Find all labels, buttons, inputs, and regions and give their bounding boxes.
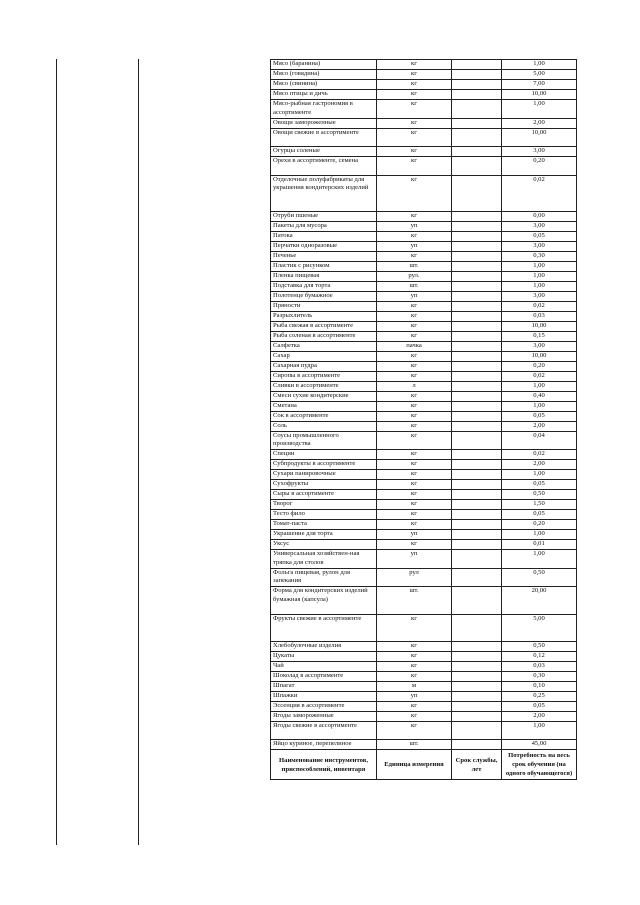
table-row [271,540,577,550]
item-service-life [452,221,502,231]
item-name: Сахарная пудра [271,361,377,371]
item-quantity: 5,00 [502,614,577,641]
table-row [271,261,577,271]
item-quantity: 0,03 [502,661,577,671]
table-row [271,147,577,157]
item-quantity: 3,00 [502,147,577,157]
item-name: Мясо (говядина) [271,70,377,80]
item-service-life [452,241,502,251]
item-quantity: 1,00 [502,100,577,119]
table-row [271,721,577,740]
item-service-life [452,361,502,371]
item-unit: кг [377,520,452,530]
item-quantity: 3,00 [502,341,577,351]
item-name: Сыры в ассортименте [271,490,377,500]
item-unit: рул [377,568,452,587]
table-row [271,175,577,211]
item-name: Эссенция в ассортименте [271,701,377,711]
table-row [271,460,577,470]
table-row [271,391,577,401]
item-name: Пластик с рисунком [271,261,377,271]
item-unit: кг [377,361,452,371]
table-row [271,450,577,460]
item-service-life [452,175,502,211]
table-row [271,480,577,490]
table-row [271,80,577,90]
item-unit: кг [377,500,452,510]
item-service-life [452,701,502,711]
table-row [271,490,577,500]
item-quantity: 2,00 [502,711,577,721]
item-service-life [452,500,502,510]
item-name: Огурцы соленые [271,147,377,157]
table-row [271,740,577,750]
table-row [271,431,577,450]
item-service-life [452,450,502,460]
item-quantity: 0,02 [502,371,577,381]
item-name: Яйцо куриное, перепелиное [271,740,377,750]
item-quantity: 1,00 [502,721,577,740]
left-margin-line-2 [138,59,139,845]
item-unit: шт. [377,261,452,271]
item-name: Украшение для торта [271,530,377,540]
table-row [271,271,577,281]
item-service-life [452,568,502,587]
item-service-life [452,351,502,361]
item-unit: пачка [377,341,452,351]
item-name: Тесто фило [271,510,377,520]
item-name: Салфетка [271,341,377,351]
item-name: Мясо птицы и дичь [271,90,377,100]
table-row [271,311,577,321]
item-service-life [452,381,502,391]
item-service-life [452,90,502,100]
item-quantity: 0,03 [502,311,577,321]
item-unit: кг [377,480,452,490]
item-service-life [452,520,502,530]
item-quantity: 1,00 [502,271,577,281]
item-unit: рул. [377,271,452,281]
table-row [271,661,577,671]
supplies-table-body [271,60,577,750]
item-name: Сухофрукты [271,480,377,490]
item-quantity: 1,00 [502,530,577,540]
item-quantity: 1,00 [502,550,577,569]
item-service-life [452,271,502,281]
item-name: Шпажки [271,691,377,701]
item-name: Сухари панировочные [271,470,377,480]
item-quantity: 1,00 [502,401,577,411]
item-service-life [452,691,502,701]
item-name: Сиропы в ассортименте [271,371,377,381]
item-quantity: 0,02 [502,450,577,460]
item-quantity: 0,30 [502,671,577,681]
item-service-life [452,711,502,721]
item-quantity: 0,50 [502,641,577,651]
item-quantity: 1,50 [502,500,577,510]
table-row [271,157,577,176]
item-name: Форма для кондитерских изделий бумажная (капсула) [271,587,377,614]
item-quantity: 0,05 [502,411,577,421]
item-service-life [452,157,502,176]
item-service-life [452,301,502,311]
item-name: Фольга пищевая, рулон для запекания [271,568,377,587]
table-header-row [271,750,577,780]
item-unit: кг [377,540,452,550]
table-row [271,411,577,421]
item-quantity: 0,01 [502,540,577,550]
item-unit: кг [377,371,452,381]
item-name: Разрыхлитель [271,311,377,321]
item-name: Сахар [271,351,377,361]
item-unit: кг [377,157,452,176]
item-unit: кг [377,510,452,520]
item-unit: кг [377,614,452,641]
item-unit: кг [377,251,452,261]
item-service-life [452,60,502,70]
item-unit: кг [377,60,452,70]
table-row [271,231,577,241]
item-service-life [452,331,502,341]
item-service-life [452,291,502,301]
header-life: Срок службы, лет [452,750,502,780]
item-name: Творог [271,500,377,510]
item-unit: кг [377,231,452,241]
item-service-life [452,281,502,291]
item-unit: кг [377,90,452,100]
item-service-life [452,321,502,331]
item-unit: кг [377,641,452,651]
item-name: Пленка пищевая [271,271,377,281]
item-unit: кг [377,411,452,421]
item-quantity: 1,00 [502,470,577,480]
item-name: Универсальная хозяйствен-ная тряпка для столов [271,550,377,569]
table-row [271,211,577,221]
item-unit: л [377,381,452,391]
item-service-life [452,411,502,421]
item-service-life [452,460,502,470]
table-row [271,671,577,681]
item-unit: кг [377,128,452,147]
table-row [271,331,577,341]
left-margin-line-1 [56,59,57,845]
item-name: Субпродукты в ассортименте [271,460,377,470]
table-row [271,691,577,701]
item-name: Цукаты [271,651,377,661]
item-unit: кг [377,70,452,80]
item-quantity: 0,20 [502,157,577,176]
item-quantity: 1,00 [502,381,577,391]
item-quantity: 0,20 [502,361,577,371]
item-unit: кг [377,100,452,119]
item-name: Уксус [271,540,377,550]
item-name: Перчатки одноразовые [271,241,377,251]
header-unit: Единица измерения [377,750,452,780]
table-row [271,421,577,431]
table-row [271,520,577,530]
table-row [271,291,577,301]
item-quantity: 0,12 [502,651,577,661]
item-service-life [452,147,502,157]
item-unit: кг [377,351,452,361]
item-name: Сок в ассортименте [271,411,377,421]
table-row [271,681,577,691]
item-unit: уп [377,291,452,301]
table-row [271,321,577,331]
table-row [271,550,577,569]
header-qty: Потребность на весь срок обучения (на одного обучающегося) [502,750,577,780]
item-quantity: 0,50 [502,490,577,500]
item-unit: кг [377,311,452,321]
item-unit: кг [377,301,452,311]
item-name: Томат-паста [271,520,377,530]
item-unit: кг [377,211,452,221]
item-quantity: 3,00 [502,291,577,301]
table-row [271,281,577,291]
item-name: Полотенце бумажное [271,291,377,301]
item-quantity: 7,00 [502,80,577,90]
item-quantity: 10,00 [502,128,577,147]
table-row [271,711,577,721]
table-row [271,351,577,361]
item-unit: уп [377,691,452,701]
item-name: Пакеты для мусора [271,221,377,231]
item-service-life [452,490,502,500]
table-row [271,361,577,371]
item-name: Соль [271,421,377,431]
item-unit: шт. [377,587,452,614]
table-row [271,381,577,391]
item-quantity: 0,04 [502,431,577,450]
table-row [271,401,577,411]
table-row [271,341,577,351]
item-unit: кг [377,421,452,431]
item-quantity: 1,00 [502,60,577,70]
item-service-life [452,641,502,651]
table-row [271,128,577,147]
item-name: Сливки в ассортименте [271,381,377,391]
item-quantity: 0,05 [502,480,577,490]
table-row [271,221,577,231]
item-unit: кг [377,331,452,341]
item-service-life [452,740,502,750]
item-quantity: 1,00 [502,281,577,291]
item-unit: кг [377,175,452,211]
item-service-life [452,211,502,221]
item-unit: кг [377,711,452,721]
item-unit: кг [377,431,452,450]
item-service-life [452,261,502,271]
item-service-life [452,128,502,147]
table-row [271,530,577,540]
item-service-life [452,614,502,641]
table-row [271,70,577,80]
item-unit: м [377,681,452,691]
item-quantity: 3,00 [502,241,577,251]
item-quantity: 0,05 [502,701,577,711]
table-row [271,301,577,311]
table-row [271,241,577,251]
item-name: Пряности [271,301,377,311]
item-quantity: 0,25 [502,691,577,701]
item-service-life [452,550,502,569]
item-service-life [452,100,502,119]
table-row [271,651,577,661]
item-name: Шоколад в ассортименте [271,671,377,681]
item-unit: уп [377,550,452,569]
item-unit: кг [377,661,452,671]
item-quantity: 0,00 [502,211,577,221]
item-quantity: 0,30 [502,251,577,261]
item-name: Шпагат [271,681,377,691]
item-service-life [452,391,502,401]
item-name: Рыба соленая в ассортименте [271,331,377,341]
item-service-life [452,401,502,411]
item-name: Печенье [271,251,377,261]
item-name: Патока [271,231,377,241]
table-row [271,90,577,100]
item-service-life [452,480,502,490]
item-unit: кг [377,80,452,90]
item-quantity: 0,15 [502,331,577,341]
item-unit: кг [377,321,452,331]
item-quantity: 10,00 [502,321,577,331]
table-row [271,371,577,381]
item-service-life [452,681,502,691]
item-unit: шт. [377,281,452,291]
item-name: Овощи замороженные [271,118,377,128]
item-quantity: 3,00 [502,221,577,231]
table-row [271,470,577,480]
item-unit: кг [377,490,452,500]
item-unit: кг [377,401,452,411]
item-name: Отруби пшеные [271,211,377,221]
table-row [271,510,577,520]
item-service-life [452,341,502,351]
table-row [271,500,577,510]
item-service-life [452,251,502,261]
item-unit: кг [377,147,452,157]
table-row [271,614,577,641]
item-name: Отделочные полуфабрикаты для украшения кондитерских изделий [271,175,377,211]
item-quantity: 0,10 [502,681,577,691]
item-quantity: 0,50 [502,568,577,587]
item-quantity: 2,00 [502,421,577,431]
item-name: Соусы промышленного производства [271,431,377,450]
item-unit: кг [377,671,452,681]
item-service-life [452,431,502,450]
supplies-table [270,59,577,780]
item-name: Орехи в ассортименте, семена [271,157,377,176]
item-service-life [452,470,502,480]
item-unit: кг [377,391,452,401]
item-service-life [452,587,502,614]
item-service-life [452,421,502,431]
item-name: Ягоды замороженные [271,711,377,721]
item-name: Фрукты свежие в ассортименте [271,614,377,641]
item-quantity: 0,40 [502,391,577,401]
item-quantity: 20,00 [502,587,577,614]
item-quantity: 0,02 [502,175,577,211]
item-service-life [452,80,502,90]
item-service-life [452,721,502,740]
item-quantity: 0,20 [502,520,577,530]
item-service-life [452,651,502,661]
table-row [271,118,577,128]
item-name: Сметана [271,401,377,411]
item-unit: кг [377,460,452,470]
table-row [271,60,577,70]
item-name: Смеси сухие кондитерские [271,391,377,401]
item-unit: кг [377,118,452,128]
item-name: Ягоды свежие в ассортименте [271,721,377,740]
item-name: Специи [271,450,377,460]
table-row [271,100,577,119]
item-name: Мясо (баранина) [271,60,377,70]
item-name: Рыба свежая в ассортименте [271,321,377,331]
item-unit: кг [377,721,452,740]
item-service-life [452,671,502,681]
item-quantity: 0,05 [502,231,577,241]
table-row [271,641,577,651]
item-quantity: 45,00 [502,740,577,750]
item-unit: уп [377,221,452,231]
item-quantity: 2,00 [502,460,577,470]
item-name: Овощи свежие в ассортименте [271,128,377,147]
item-unit: уп [377,241,452,251]
item-service-life [452,510,502,520]
item-name: Мясо-рыбная гастрономия в ассортименте [271,100,377,119]
table-row [271,701,577,711]
item-quantity: 10,00 [502,90,577,100]
item-unit: кг [377,651,452,661]
header-name: Наименование инструментов, приспособлений, инвентаря [271,750,377,780]
item-unit: шт. [377,740,452,750]
table-row [271,568,577,587]
item-unit: кг [377,450,452,460]
item-service-life [452,118,502,128]
item-service-life [452,311,502,321]
item-quantity: 0,05 [502,510,577,520]
item-service-life [452,70,502,80]
item-unit: кг [377,701,452,711]
item-quantity: 5,00 [502,70,577,80]
table-row [271,251,577,261]
item-quantity: 0,02 [502,301,577,311]
item-service-life [452,540,502,550]
item-unit: уп [377,530,452,540]
item-name: Подставка для торта [271,281,377,291]
item-service-life [452,530,502,540]
item-name: Хлебобулочные изделия [271,641,377,651]
item-name: Мясо (свинина) [271,80,377,90]
item-service-life [452,661,502,671]
item-quantity: 10,00 [502,351,577,361]
item-unit: кг [377,470,452,480]
item-name: Чай [271,661,377,671]
item-quantity: 1,00 [502,261,577,271]
item-quantity: 2,00 [502,118,577,128]
item-service-life [452,231,502,241]
table-row [271,587,577,614]
item-service-life [452,371,502,381]
